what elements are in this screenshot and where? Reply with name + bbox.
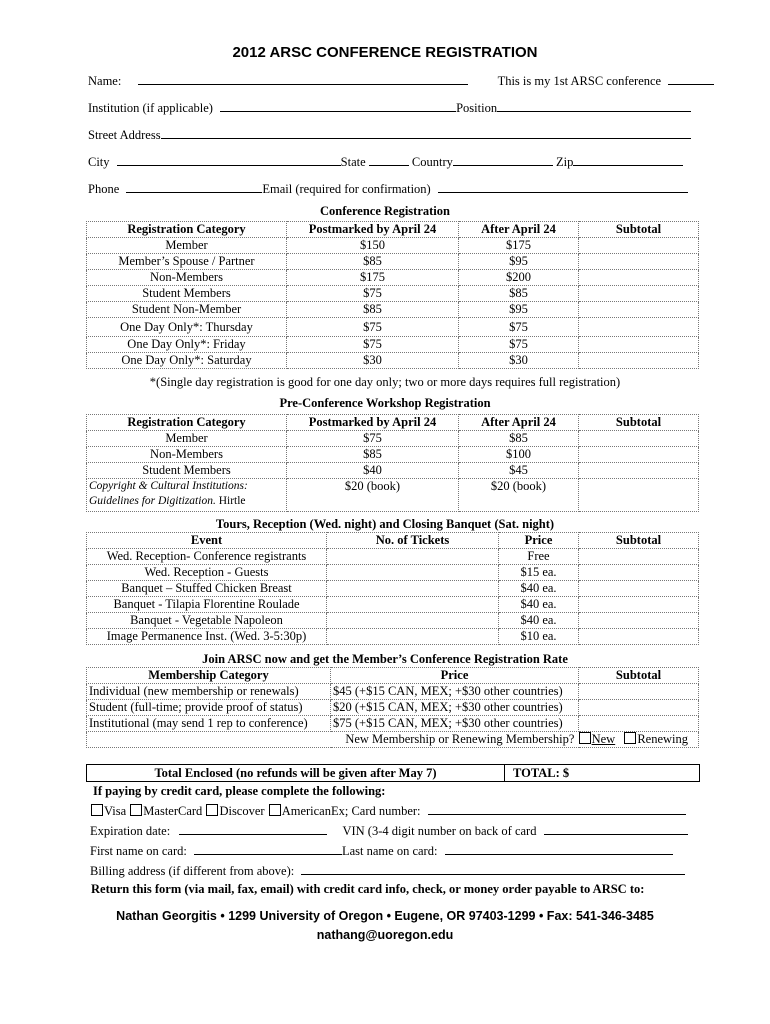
mastercard-label: MasterCard (143, 804, 203, 818)
category-cell: Member (87, 431, 287, 447)
return-instructions: Return this form (via mail, fax, email) with credit card info, check, or money order payable to ARSC to: (91, 882, 645, 896)
discover-label: Discover (219, 804, 265, 818)
table-row (87, 716, 699, 732)
price-cell: Free (499, 549, 579, 565)
amex-checkbox[interactable] (269, 804, 281, 816)
card-number-label: Card number: (351, 804, 421, 818)
table-row (87, 254, 699, 270)
membership-category-cell: Institutional (may send 1 rep to conference) (87, 716, 331, 732)
phone-line (88, 181, 698, 199)
form-title: 2012 ARSC CONFERENCE REGISTRATION (232, 44, 538, 61)
name-label: Name: (88, 74, 122, 88)
tours-heading: Tours, Reception (Wed. night) and Closing Banquet (Sat. night) (215, 517, 555, 531)
early-price-cell: $150 (287, 238, 459, 254)
total-label: TOTAL: $ (513, 766, 570, 780)
mailing-address: Nathan Georgitis • 1299 University of Oregon • Eugene, OR 97403-1299 • Fax: 541-346-3485 (116, 909, 654, 923)
subtotal-cell[interactable] (579, 238, 699, 254)
late-price-cell: $85 (459, 286, 579, 302)
vin-field[interactable] (544, 823, 688, 835)
vin-label: VIN (3-4 digit number on back of card (342, 824, 537, 838)
category-cell: Non-Members (87, 270, 287, 286)
table-row (87, 732, 699, 748)
zip-label: Zip (556, 155, 574, 169)
subtotal-cell[interactable] (579, 629, 699, 645)
tickets-cell[interactable] (327, 613, 499, 629)
first-conf-field[interactable] (668, 73, 714, 85)
col-header: After April 24 (459, 415, 579, 431)
expiration-line (90, 823, 698, 841)
early-price-cell: $75 (287, 431, 459, 447)
col-header: After April 24 (459, 222, 579, 238)
subtotal-cell[interactable] (579, 463, 699, 479)
institution-line (88, 100, 698, 118)
subtotal-cell[interactable] (579, 353, 699, 369)
early-price-cell: $20 (book) (287, 479, 459, 512)
subtotal-cell[interactable] (579, 549, 699, 565)
subtotal-cell[interactable] (579, 716, 699, 732)
book-category-cell (87, 479, 287, 512)
conference-table (86, 221, 699, 369)
col-header: Event (87, 533, 327, 549)
late-price-cell: $30 (459, 353, 579, 369)
new-membership-checkbox[interactable] (579, 732, 591, 744)
billing-line (90, 863, 698, 881)
first-name-field[interactable] (194, 843, 342, 855)
table-row (87, 549, 699, 565)
first-name-label: First name on card: (90, 844, 187, 858)
table-row (87, 238, 699, 254)
category-cell: Student Members (87, 286, 287, 302)
email-label: Email (required for confirmation) (262, 182, 431, 196)
renewing-checkbox[interactable] (624, 732, 636, 744)
membership-type-cell (87, 732, 699, 748)
book-author: Hirtle (215, 495, 246, 507)
event-cell: Image Permanence Inst. (Wed. 3-5:30p) (87, 629, 327, 645)
subtotal-cell[interactable] (579, 597, 699, 613)
category-cell: Student Non-Member (87, 302, 287, 318)
col-header: No. of Tickets (327, 533, 499, 549)
membership-heading: Join ARSC now and get the Member’s Conference Registration Rate (202, 652, 568, 666)
zip-field[interactable] (573, 154, 683, 166)
price-cell: $15 ea. (499, 565, 579, 581)
name-line (88, 73, 698, 91)
subtotal-cell[interactable] (579, 684, 699, 700)
card-name-line (90, 843, 698, 861)
street-label: Street Address (88, 128, 161, 142)
tickets-cell[interactable] (327, 549, 499, 565)
table-row (87, 700, 699, 716)
table-row (87, 565, 699, 581)
tickets-cell[interactable] (327, 597, 499, 613)
late-price-cell: $100 (459, 447, 579, 463)
subtotal-cell[interactable] (579, 431, 699, 447)
early-price-cell: $75 (287, 318, 459, 337)
price-cell: $40 ea. (499, 597, 579, 613)
early-price-cell: $40 (287, 463, 459, 479)
price-cell: $10 ea. (499, 629, 579, 645)
table-row (87, 270, 699, 286)
late-price-cell: $175 (459, 238, 579, 254)
table-row (87, 613, 699, 629)
col-header: Registration Category (87, 415, 287, 431)
category-cell: Student Members (87, 463, 287, 479)
table-header-row (87, 222, 699, 238)
position-label: Position (456, 101, 498, 115)
table-row (87, 581, 699, 597)
col-header: Subtotal (579, 533, 699, 549)
early-price-cell: $30 (287, 353, 459, 369)
first-conf-label: This is my 1st ARSC conference (497, 74, 662, 88)
subtotal-cell[interactable] (579, 302, 699, 318)
street-line (88, 127, 698, 145)
event-cell: Wed. Reception - Guests (87, 565, 327, 581)
membership-category-cell: Student (full-time; provide proof of status) (87, 700, 331, 716)
tickets-cell[interactable] (327, 581, 499, 597)
conference-heading: Conference Registration (320, 204, 450, 218)
col-header: Subtotal (579, 668, 699, 684)
country-field[interactable] (453, 154, 553, 166)
table-row (87, 286, 699, 302)
card-type-line (90, 803, 698, 821)
category-cell: One Day Only*: Saturday (87, 353, 287, 369)
single-day-note: *(Single day registration is good for one day only; two or more days requires full registration) (149, 375, 621, 389)
membership-category-cell: Individual (new membership or renewals) (87, 684, 331, 700)
tours-table (86, 532, 699, 645)
category-cell: One Day Only*: Friday (87, 337, 287, 353)
membership-type-question: New Membership or Renewing Membership? (345, 732, 575, 746)
mastercard-checkbox[interactable] (130, 804, 142, 816)
card-number-field[interactable] (428, 803, 686, 815)
table-row (87, 337, 699, 353)
country-label: Country (411, 155, 453, 169)
subtotal-cell[interactable] (579, 318, 699, 337)
early-price-cell: $85 (287, 447, 459, 463)
table-row (87, 479, 699, 512)
book-title-line2: Guidelines for Digitization. (89, 495, 216, 507)
visa-label: Visa (104, 804, 127, 818)
subtotal-cell[interactable] (579, 700, 699, 716)
discover-checkbox[interactable] (206, 804, 218, 816)
last-name-label: Last name on card: (341, 844, 438, 858)
col-header: Price (331, 668, 579, 684)
price-cell: $40 ea. (499, 613, 579, 629)
state-label: State (340, 155, 366, 169)
col-header: Subtotal (579, 222, 699, 238)
expiration-label: Expiration date: (90, 824, 171, 838)
col-header: Price (499, 533, 579, 549)
subtotal-cell[interactable] (579, 270, 699, 286)
late-price-cell: $95 (459, 254, 579, 270)
subtotal-cell[interactable] (579, 286, 699, 302)
workshop-heading: Pre-Conference Workshop Registration (279, 396, 491, 410)
table-row (87, 447, 699, 463)
renewing-label: Renewing (637, 732, 688, 746)
state-field[interactable] (369, 154, 409, 166)
total-enclosed-label: Total Enclosed (no refunds will be given after May 7) (87, 765, 505, 781)
event-cell: Wed. Reception- Conference registrants (87, 549, 327, 565)
subtotal-cell[interactable] (579, 479, 699, 512)
table-row (87, 684, 699, 700)
new-label: New (591, 732, 616, 746)
amex-label: AmericanEx; (281, 804, 349, 818)
book-title-line1: Copyright & Cultural Institutions: (89, 480, 248, 492)
expiration-field[interactable] (179, 823, 327, 835)
category-cell: Non-Members (87, 447, 287, 463)
total-box (86, 764, 700, 782)
table-row (87, 431, 699, 447)
membership-price-cell: $45 (+$15 CAN, MEX; +$30 other countries) (331, 684, 579, 700)
table-row (87, 463, 699, 479)
late-price-cell: $75 (459, 318, 579, 337)
col-header: Postmarked by April 24 (287, 415, 459, 431)
subtotal-cell[interactable] (579, 337, 699, 353)
tickets-cell[interactable] (327, 629, 499, 645)
position-field[interactable] (497, 100, 691, 112)
category-cell: One Day Only*: Thursday (87, 318, 287, 337)
category-cell: Member (87, 238, 287, 254)
contact-email: nathang@uoregon.edu (316, 928, 454, 942)
col-header: Postmarked by April 24 (287, 222, 459, 238)
table-header-row (87, 668, 699, 684)
table-row (87, 302, 699, 318)
table-header-row (87, 415, 699, 431)
late-price-cell: $95 (459, 302, 579, 318)
subtotal-cell[interactable] (579, 565, 699, 581)
early-price-cell: $175 (287, 270, 459, 286)
institution-label: Institution (if applicable) (88, 101, 213, 115)
col-header: Registration Category (87, 222, 287, 238)
subtotal-cell[interactable] (579, 254, 699, 270)
subtotal-cell[interactable] (579, 613, 699, 629)
tickets-cell[interactable] (327, 565, 499, 581)
phone-field[interactable] (126, 181, 262, 193)
table-row (87, 597, 699, 613)
price-cell: $40 ea. (499, 581, 579, 597)
event-cell: Banquet – Stuffed Chicken Breast (87, 581, 327, 597)
early-price-cell: $75 (287, 337, 459, 353)
event-cell: Banquet - Tilapia Florentine Roulade (87, 597, 327, 613)
membership-table (86, 667, 699, 748)
membership-price-cell: $75 (+$15 CAN, MEX; +$30 other countries) (331, 716, 579, 732)
late-price-cell: $45 (459, 463, 579, 479)
subtotal-cell[interactable] (579, 447, 699, 463)
early-price-cell: $85 (287, 254, 459, 270)
late-price-cell: $200 (459, 270, 579, 286)
billing-field[interactable] (301, 863, 685, 875)
table-row (87, 318, 699, 337)
subtotal-cell[interactable] (579, 581, 699, 597)
event-cell: Banquet - Vegetable Napoleon (87, 613, 327, 629)
name-field[interactable] (138, 73, 468, 85)
phone-label: Phone (88, 182, 120, 196)
col-header: Membership Category (87, 668, 331, 684)
category-cell: Member’s Spouse / Partner (87, 254, 287, 270)
table-row (87, 353, 699, 369)
col-header: Subtotal (579, 415, 699, 431)
table-header-row (87, 533, 699, 549)
late-price-cell: $20 (book) (459, 479, 579, 512)
city-label: City (88, 155, 110, 169)
city-line (88, 154, 698, 172)
early-price-cell: $85 (287, 302, 459, 318)
street-field[interactable] (161, 127, 691, 139)
late-price-cell: $85 (459, 431, 579, 447)
credit-card-heading: If paying by credit card, please complete the following: (93, 784, 386, 798)
table-row (87, 629, 699, 645)
membership-price-cell: $20 (+$15 CAN, MEX; +$30 other countries) (331, 700, 579, 716)
billing-label: Billing address (if different from above): (90, 864, 295, 878)
city-field[interactable] (117, 154, 341, 166)
last-name-field[interactable] (445, 843, 673, 855)
workshop-table (86, 414, 699, 512)
visa-checkbox[interactable] (91, 804, 103, 816)
institution-field[interactable] (220, 100, 456, 112)
late-price-cell: $75 (459, 337, 579, 353)
email-field[interactable] (438, 181, 688, 193)
early-price-cell: $75 (287, 286, 459, 302)
